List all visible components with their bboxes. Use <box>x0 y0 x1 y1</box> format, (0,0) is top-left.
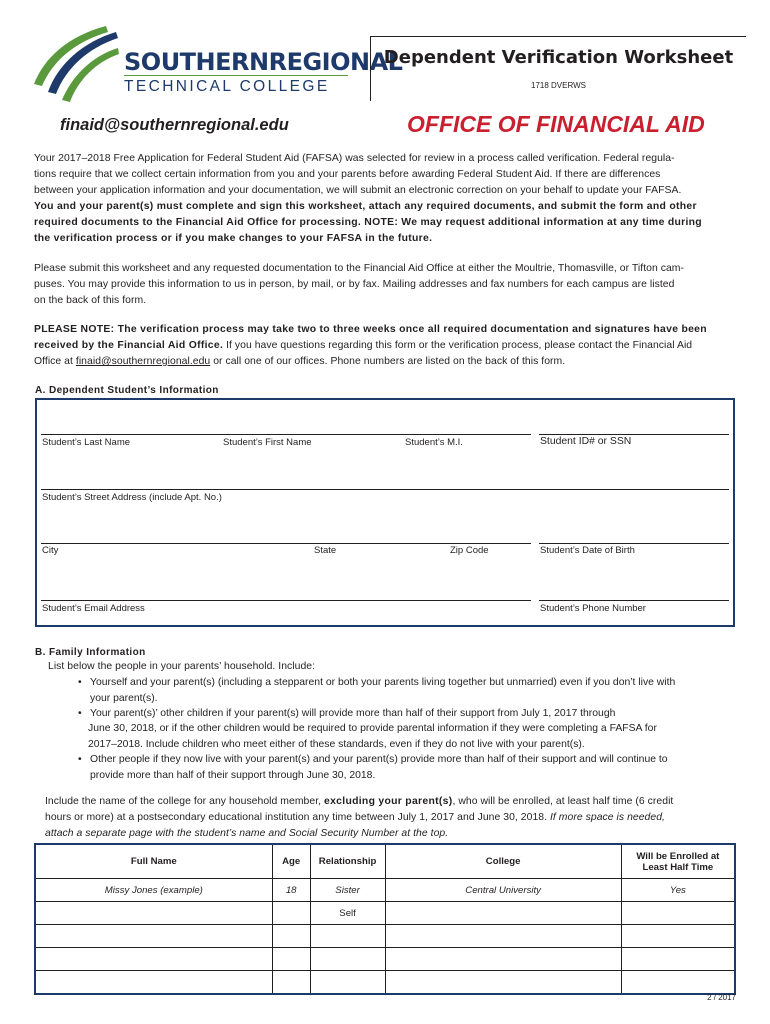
section-b-intro: List below the people in your parents’ household. Include: <box>48 661 316 672</box>
text-line: puses. You may provide this information to us in person, by mail, or by fax. Mailing addresses and fax numbers for each campus are listed <box>34 279 675 290</box>
table-cell: Missy Jones (example) <box>35 879 272 902</box>
table-row <box>35 925 735 948</box>
text-line: Your 2017–2018 Free Application for Federal Student Aid (FAFSA) was selected for review in a process called verification. Federal regula- <box>34 153 675 164</box>
section-b-heading: B. Family Information <box>35 647 146 658</box>
bullet-1 <box>90 675 675 706</box>
bullet-2-cont <box>88 721 657 752</box>
table-cell-input[interactable] <box>621 902 735 925</box>
text-line-italic: If more space is needed, <box>550 812 665 823</box>
table-cell-input[interactable] <box>621 925 735 948</box>
text-line: , who will be enrolled, at least half time (6 credit <box>452 796 674 807</box>
table-row-self <box>35 902 735 925</box>
city-label: City <box>42 545 59 556</box>
zip-label: Zip Code <box>450 545 489 556</box>
table-cell-input[interactable] <box>272 902 310 925</box>
table-row-example <box>35 879 735 902</box>
text-line: your parent(s). <box>90 692 158 704</box>
dob-line[interactable] <box>539 543 729 544</box>
table-cell: Sister <box>310 879 385 902</box>
intro-paragraph-1 <box>34 151 738 247</box>
text-line-italic: attach a separate page with the student’s name and Social Security Number at the top. <box>45 828 449 839</box>
text-line: June 30, 2018, or if the other children would be required to provide parental information if they were completing a FAFSA for <box>88 723 657 734</box>
text-line: Other people if they now live with your parent(s) and your parent(s) provide more than half of their support and will continue to <box>90 754 668 765</box>
logo-wordmark <box>124 48 402 76</box>
email-line[interactable] <box>41 600 531 601</box>
state-label: State <box>314 545 337 556</box>
text-line-bold: You and your parent(s) must complete and sign this worksheet, attach any required documents, and submit the form and other <box>34 201 697 212</box>
logo-swoosh-icon <box>28 24 120 102</box>
table-cell: Central University <box>385 879 621 902</box>
title-box <box>370 36 746 101</box>
dob-label: Student’s Date of Birth <box>540 545 635 556</box>
bullet-icon: • <box>78 677 82 688</box>
form-code: 1718 DVERWS <box>531 81 586 90</box>
table-cell-input[interactable] <box>621 948 735 971</box>
table-row <box>35 971 735 995</box>
table-cell-input[interactable] <box>310 971 385 995</box>
text-line-bold: received by the Financial Aid Office. <box>34 340 224 351</box>
text-line: hours or more) at a postsecondary educational institution any time between July 1, 2017 and June 30, 2018. <box>45 812 550 823</box>
table-cell-input[interactable] <box>35 902 272 925</box>
text-line: or call one of our offices. Phone numbers are listed on the back of this form. <box>210 356 566 367</box>
text-line: 2017–2018. Include children who meet either of these standards, even if they do not live with your parent(s). <box>88 738 585 750</box>
col-enrolled: Will be Enrolled at Least Half Time <box>621 844 735 879</box>
text-line: If you have questions regarding this form or the verification process, please contact the Financial Aid <box>223 340 693 351</box>
text-line: tions require that we collect certain information from you and your parents before awarding Federal Student Aid. If there are differences <box>34 169 661 180</box>
table-cell: Yes <box>621 879 735 902</box>
phone-label: Student’s Phone Number <box>540 603 646 614</box>
table-cell-input[interactable] <box>272 948 310 971</box>
text-line-bold: the verification process or if you make changes to your FAFSA in the future. <box>34 233 433 244</box>
text-line-bold: PLEASE NOTE: The verification process may take two to three weeks once all required documentation and signatures have been <box>34 324 707 335</box>
email-label: Student’s Email Address <box>42 603 145 614</box>
logo-word-regional: REGIONAL <box>268 48 403 76</box>
table-cell-input[interactable] <box>272 971 310 995</box>
text-line: Include the name of the college for any household member, <box>45 796 325 807</box>
city-state-zip-line[interactable] <box>41 543 531 544</box>
text-line: between your application information and your documentation, we will submit an electronic correction on your behalf to update your FAFSA. <box>34 185 682 196</box>
student-id-label: Student ID# or SSN <box>540 436 632 447</box>
text-line: provide more than half of their support through June 30, 2018. <box>90 769 376 781</box>
col-college: College <box>385 844 621 879</box>
table-cell-input[interactable] <box>385 971 621 995</box>
table-cell-input[interactable] <box>35 948 272 971</box>
table-cell-input[interactable] <box>385 925 621 948</box>
table-cell-input[interactable] <box>385 902 621 925</box>
street-line[interactable] <box>41 489 729 490</box>
col-age: Age <box>272 844 310 879</box>
table-cell-input[interactable] <box>310 925 385 948</box>
bullet-icon: • <box>78 754 82 765</box>
phone-line[interactable] <box>539 600 729 601</box>
table-cell-input[interactable] <box>310 948 385 971</box>
table-row <box>35 948 735 971</box>
first-name-label: Student’s First Name <box>223 437 312 448</box>
col-full-name: Full Name <box>35 844 272 879</box>
table-cell-input[interactable] <box>272 925 310 948</box>
student-info-box <box>35 398 735 627</box>
name-line[interactable] <box>41 434 531 435</box>
bullet-2 <box>90 706 615 722</box>
college-logo <box>28 24 403 104</box>
mi-label: Student’s M.I. <box>405 437 463 448</box>
logo-rule <box>124 75 348 76</box>
bullet-icon: • <box>78 708 82 719</box>
email-link[interactable]: finaid@southernregional.edu <box>75 356 211 367</box>
office-heading: OFFICE OF FINANCIAL AID <box>407 111 705 137</box>
college-note <box>45 794 745 842</box>
family-table <box>34 843 736 995</box>
id-line[interactable] <box>539 434 729 435</box>
text-line-bold: excluding your parent(s) <box>324 796 453 807</box>
table-cell-input[interactable] <box>35 971 272 995</box>
last-name-label: Student’s Last Name <box>42 437 131 448</box>
footer-date: 2 / 2017 <box>707 993 736 1002</box>
text-line: Your parent(s)’ other children if your parent(s) will provide more than half of their support from July 1, 2017 through <box>90 708 616 719</box>
text-line: Yourself and your parent(s) (including a stepparent or both your parents living together but unmarried) even if you don’t live with <box>90 677 676 688</box>
intro-paragraph-2 <box>34 261 738 309</box>
intro-paragraph-3 <box>34 322 738 370</box>
text-line: Please submit this worksheet and any requested documentation to the Financial Aid Office at either the Moultrie, Thomasville, or Tifton cam- <box>34 263 685 274</box>
table-cell: Self <box>310 902 385 925</box>
form-title: Dependent Verification Worksheet <box>383 47 734 68</box>
table-cell: 18 <box>272 879 310 902</box>
table-cell-input[interactable] <box>385 948 621 971</box>
text-line-bold: required documents to the Financial Aid Office for processing. NOTE: We may request additional information at any time during <box>34 217 702 228</box>
table-cell-input[interactable] <box>35 925 272 948</box>
text-line: on the back of this form. <box>34 295 147 306</box>
bullet-3 <box>90 752 668 783</box>
logo-subtitle: TECHNICAL COLLEGE <box>124 78 330 95</box>
office-email[interactable]: finaid@southernregional.edu <box>60 116 289 134</box>
section-a-heading: A. Dependent Student’s Information <box>35 385 219 396</box>
table-header-row <box>35 844 735 879</box>
text-line: Office at <box>34 356 76 367</box>
street-label: Student’s Street Address (include Apt. No.) <box>42 492 222 503</box>
table-cell-input[interactable] <box>621 971 735 995</box>
col-relationship: Relationship <box>310 844 385 879</box>
logo-word-southern: SOUTHERN <box>124 48 269 76</box>
